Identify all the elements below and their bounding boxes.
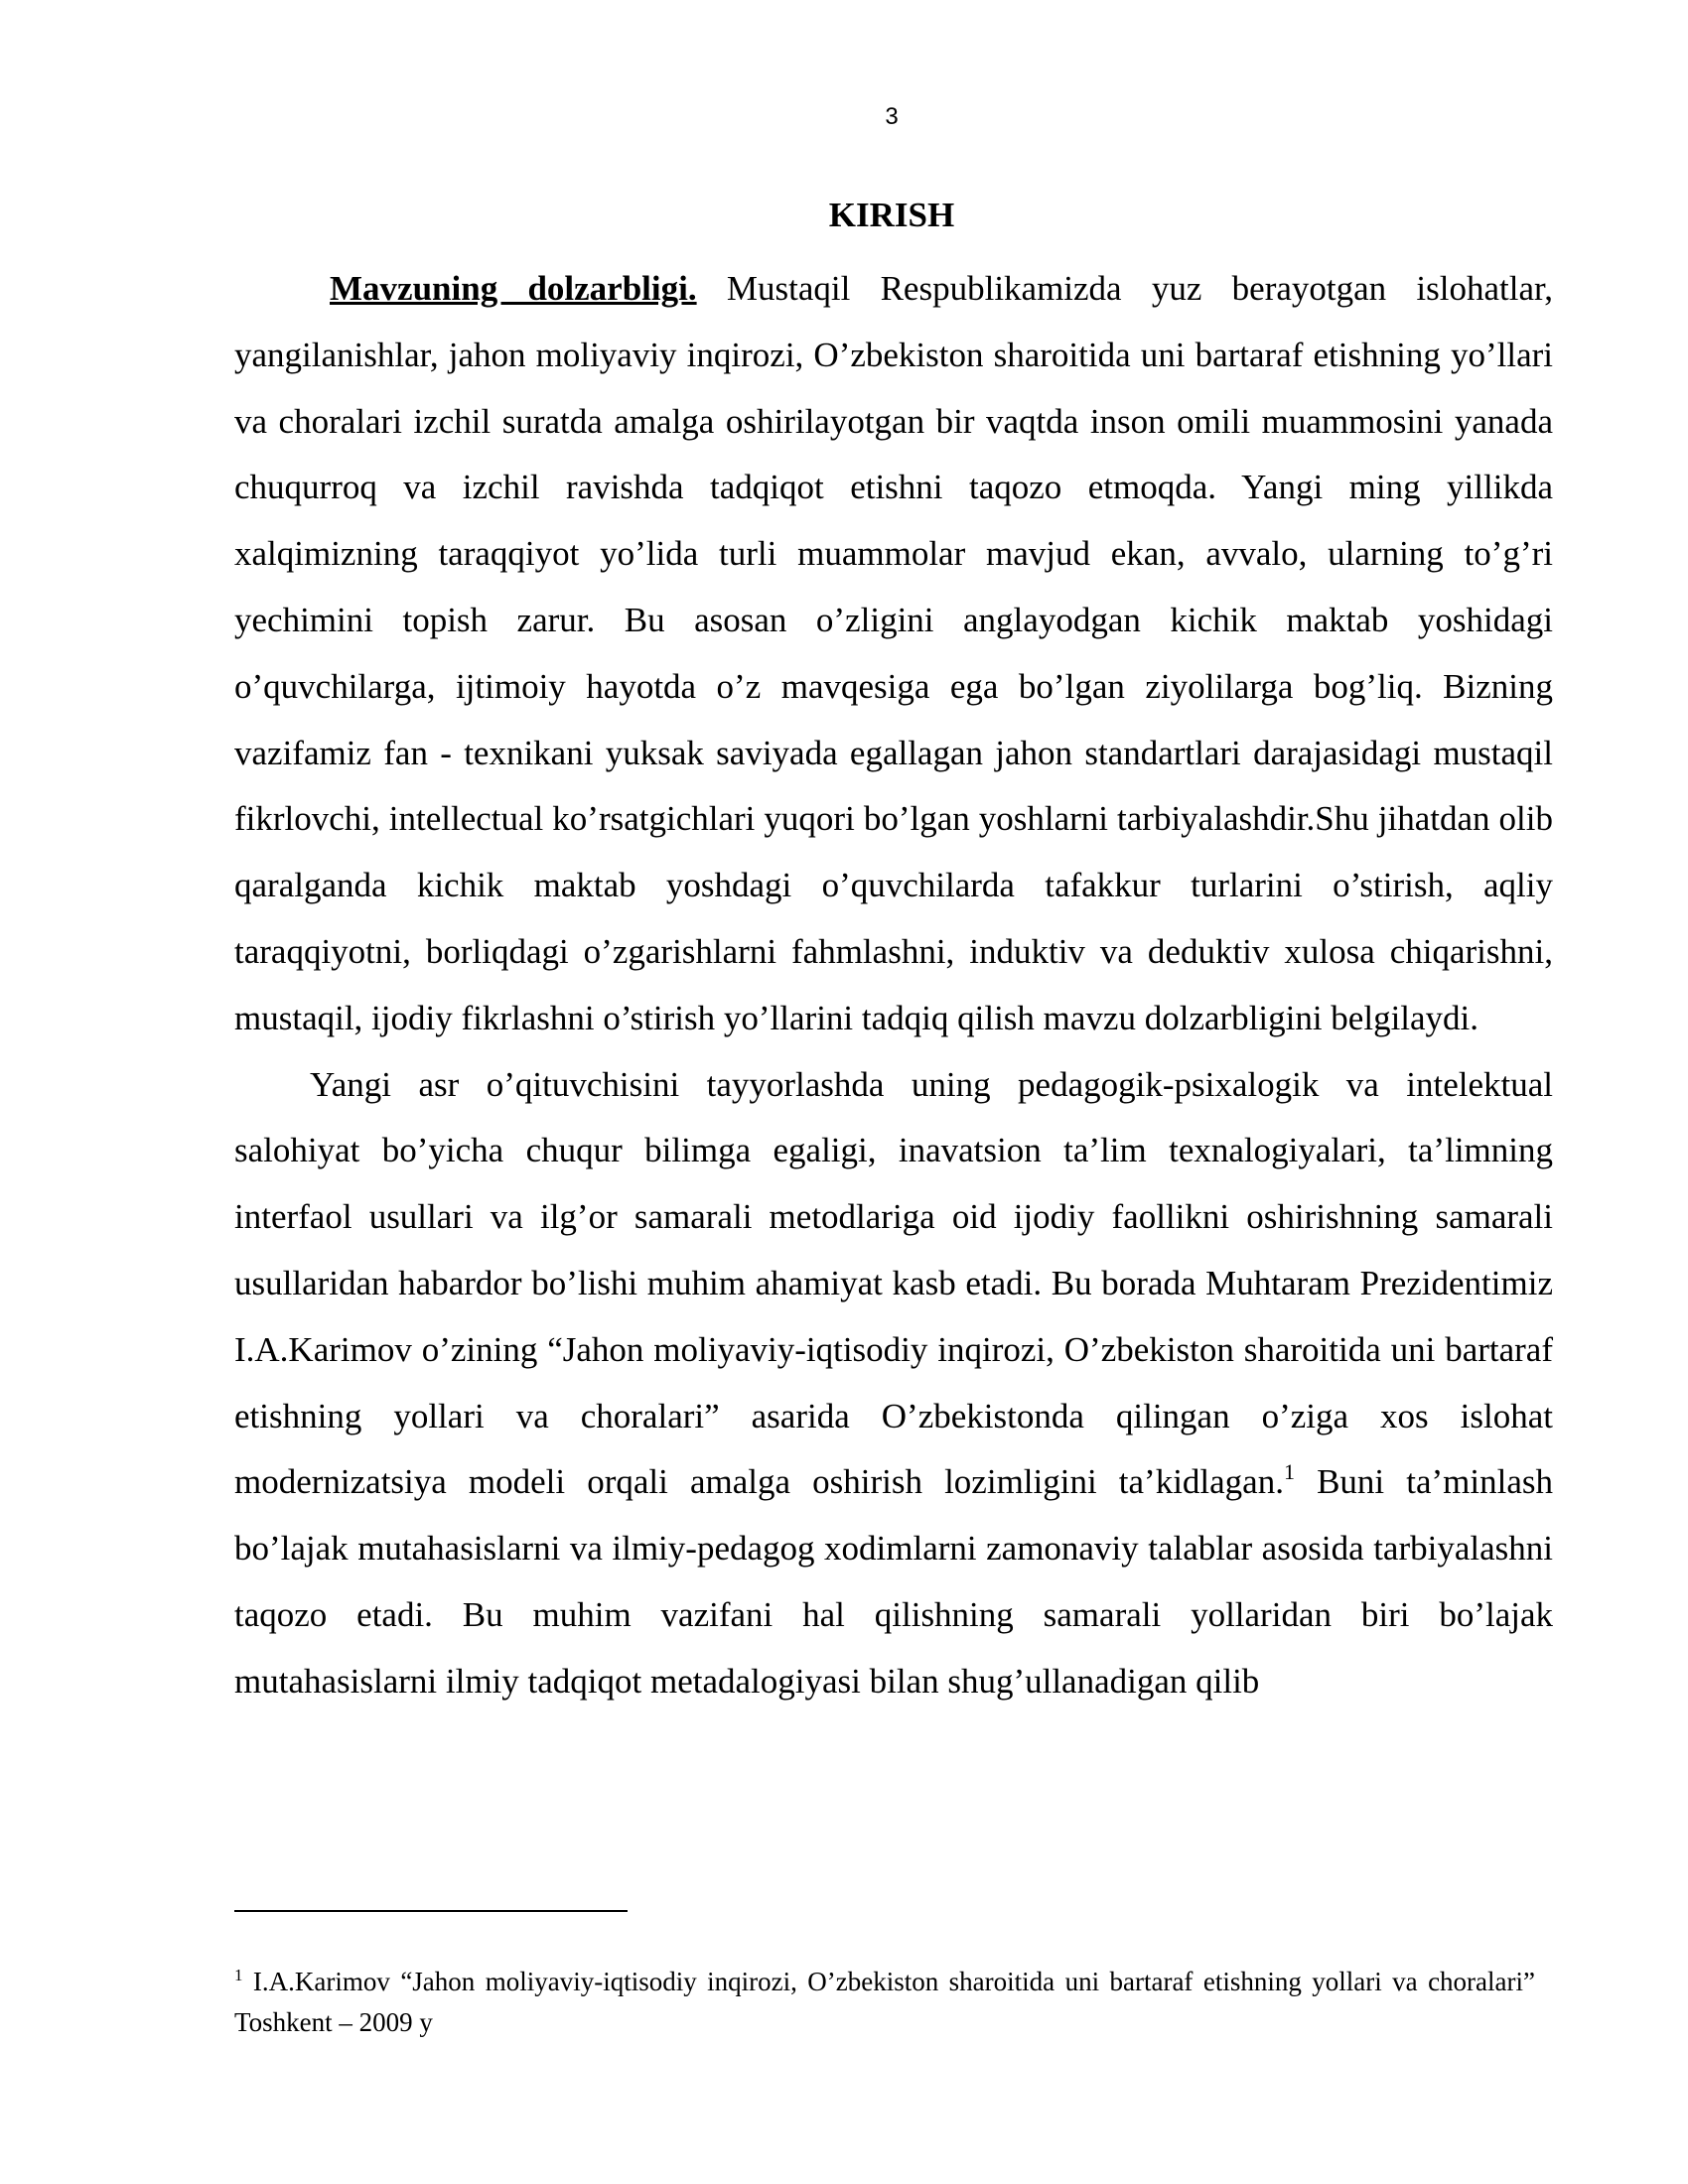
body-text [234,256,1553,1715]
relevance-heading: Mavzuning dolzarbligi. [330,269,697,308]
teacher-training-text-continued: Buni ta’minlash bo’lajak mutahasislarni va ilmiy-pedagog xodimlarni zamonaviy talablar asosida tarbiyalashni taqozo etadi. Bu muhim vazifani hal qilishning samarali yollaridan biri bo’lajak mutahasislarni ilmiy tadqiqot metadalogiyasi bilan shug’ullanadigan qilib [234,1462,1554,1701]
paragraph-teacher-training [234,1052,1553,1715]
footnote-text: I.A.Karimov “Jahon moliyaviy-iqtisodiy inqirozi, O’zbekiston sharoitida uni bartaraf etishning yollari va choralari” Toshkent – 2009 y [234,1967,1535,2037]
relevance-text: Mustaqil Respublikamizda yuz berayotgan islohatlar, yangilanishlar, jahon moliyaviy inqirozi, O’zbekiston sharoitida uni bartaraf etishning yo’llari va choralari izchil suratda amalga oshirilayotgan bir vaqtda inson omili muammosini yanada chuqurroq va izchil ravishda tadqiqot etishni taqozo etmoqda. Yangi ming yillikda xalqimizning taraqqiyot yo’lida turli muammolar mavjud ekan, avvalo, ularning to’g’ri yechimini topish zarur. Bu asosan o’zligini anglayodgan kichik maktab yoshidagi o’quvchilarga, ijtimoiy hayotda o’z mavqesiga ega bo’lgan ziyolilarga bog’liq. Bizning vazifamiz fan - texnikani yuksak saviyada egallagan jahon standartlari darajasidagi mustaqil fikrlovchi, intellectual ko’rsatgichlari yuqori bo’lgan yoshlarni tarbiyalashdir.Shu jihatdan olib qaralganda kichik maktab yoshdagi o’quvchilarda tafakkur turlarini o’stirish, aqliy taraqqiyotni, borliqdagi o’zgarishlarni fahmlashni, induktiv va deduktiv xulosa chiqarishni, mustaqil, ijodiy fikrlashni o’stirish yo’llarini tadqiq qilish mavzu dolzarbligini belgilaydi. [234,269,1553,1037]
footnote-reference[interactable]: 1 [1283,1459,1295,1485]
page-number: 3 [885,103,899,130]
footnote-separator [234,1910,628,1912]
footnote [234,1962,1535,2043]
teacher-training-text: Yangi asr o’qituvchisini tayyorlashda uning pedagogik-psixalogik va intelektual salohiyat bo’yicha chuqur bilimga egaligi, inavatsion ta’lim texnalogiyalari, ta’limning interfaol usullari va ilg’or samarali metodlariga oid ijodiy faollikni oshirishning samarali usullaridan habardor bo’lishi muhim ahamiyat kasb etadi. Bu borada Muhtaram Prezidentimiz I.A.Karimov o’zining “Jahon moliyaviy-iqtisodiy inqirozi, O’zbekiston sharoitida uni bartaraf etishning yollari va choralari” asarida O’zbekistonda qilingan o’ziga xos islohat modernizatsiya modeli orqali amalga oshirish lozimligini ta’kidlagan. [234,1064,1553,1502]
footnote-mark: 1 [234,1966,243,1984]
section-title: KIRISH [828,196,955,234]
paragraph-relevance [234,256,1553,1052]
